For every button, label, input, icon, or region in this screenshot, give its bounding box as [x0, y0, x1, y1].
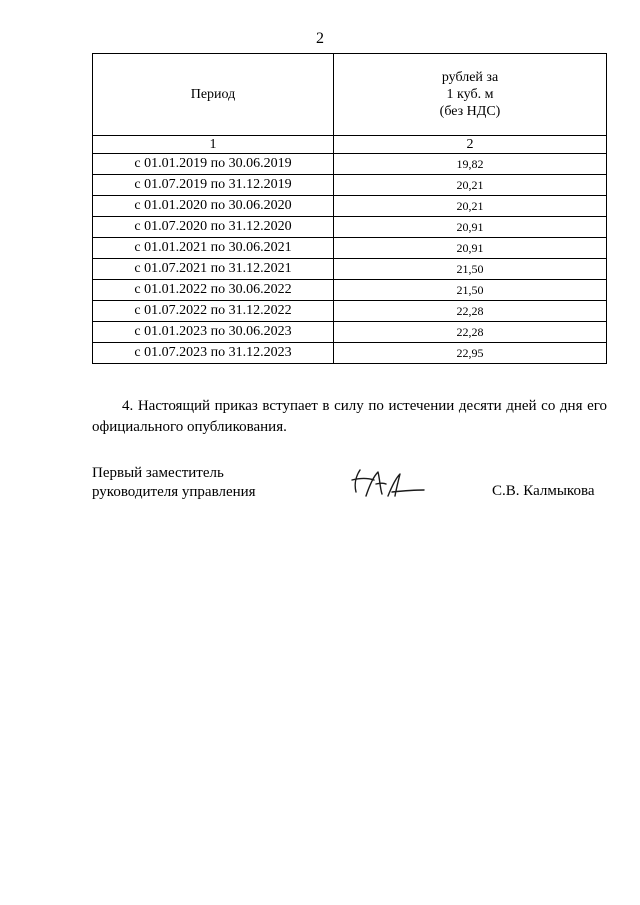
page-number: 2 [316, 30, 324, 47]
signer-name: С.В. Калмыкова [492, 483, 595, 499]
tariff-value-cell: 22,95 [334, 343, 607, 364]
table-row [93, 238, 607, 259]
signer-position [92, 464, 256, 502]
column-number: 2 [334, 136, 607, 154]
period-cell: с 01.07.2023 по 31.12.2023 [93, 343, 334, 364]
tariff-value-cell: 20,21 [334, 196, 607, 217]
header-value [334, 54, 607, 136]
header-value-line: 1 куб. м [446, 87, 494, 102]
header-value-line: (без НДС) [439, 104, 501, 119]
tariff-value-cell: 22,28 [334, 322, 607, 343]
header-value-line: рублей за [441, 70, 499, 85]
table-row [93, 301, 607, 322]
signer-position-line: руководителя управления [92, 484, 256, 500]
signer-position-line: Первый заместитель [92, 465, 224, 481]
period-cell: с 01.01.2020 по 30.06.2020 [93, 196, 334, 217]
table-row [93, 322, 607, 343]
tariff-value-cell: 20,21 [334, 175, 607, 196]
effective-date-paragraph: 4. Настоящий приказ вступает в силу по истечении десяти дней со дня его официального опубликования. [92, 398, 607, 435]
tariff-value-cell: 19,82 [334, 154, 607, 175]
column-number: 1 [93, 136, 334, 154]
tariff-value-cell: 20,91 [334, 238, 607, 259]
table-row [93, 343, 607, 364]
period-cell: с 01.01.2021 по 30.06.2021 [93, 238, 334, 259]
table-header-row [93, 54, 607, 136]
tariff-value-cell: 20,91 [334, 217, 607, 238]
handwritten-signature [346, 462, 426, 507]
tariff-table [92, 53, 607, 364]
table-row [93, 259, 607, 280]
table-row [93, 196, 607, 217]
tariff-value-cell: 22,28 [334, 301, 607, 322]
period-cell: с 01.07.2019 по 31.12.2019 [93, 175, 334, 196]
table-row [93, 175, 607, 196]
tariff-value-cell: 21,50 [334, 280, 607, 301]
header-period: Период [93, 54, 334, 136]
period-cell: с 01.07.2021 по 31.12.2021 [93, 259, 334, 280]
table-row [93, 217, 607, 238]
period-cell: с 01.07.2022 по 31.12.2022 [93, 301, 334, 322]
column-numbering-row [93, 136, 607, 154]
table-row [93, 154, 607, 175]
table-row [93, 280, 607, 301]
period-cell: с 01.01.2023 по 30.06.2023 [93, 322, 334, 343]
signature-icon [346, 462, 426, 502]
period-cell: с 01.01.2022 по 30.06.2022 [93, 280, 334, 301]
tariff-value-cell: 21,50 [334, 259, 607, 280]
period-cell: с 01.07.2020 по 31.12.2020 [93, 217, 334, 238]
period-cell: с 01.01.2019 по 30.06.2019 [93, 154, 334, 175]
